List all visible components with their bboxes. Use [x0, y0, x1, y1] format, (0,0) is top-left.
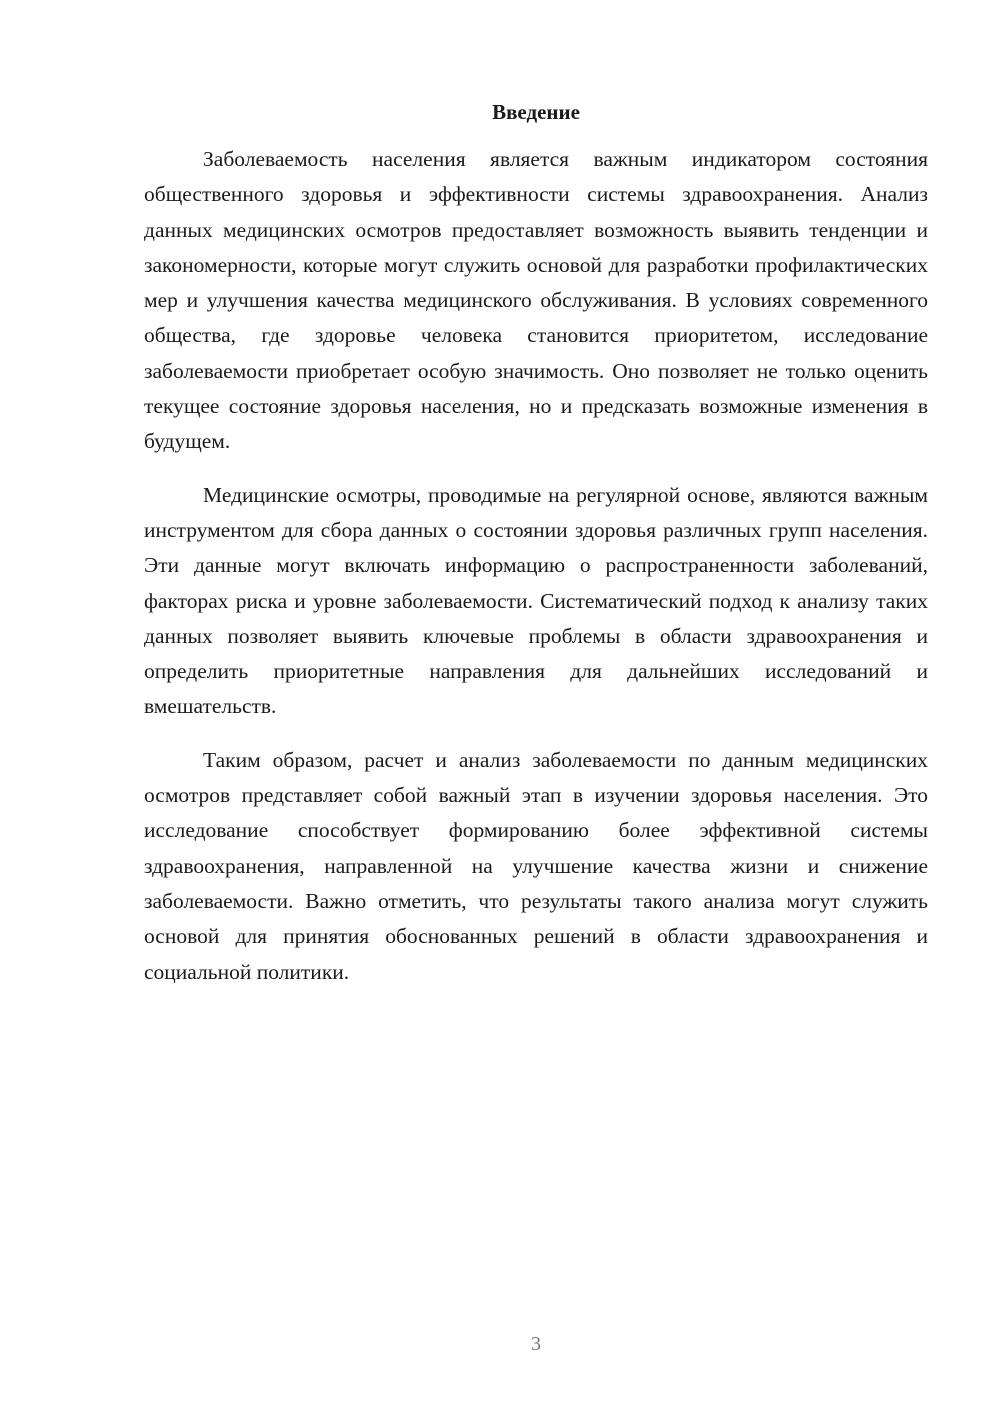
paragraph-1: Заболеваемость населения является важным индикатором состояния общественного здоровья и эффективности системы здравоохранения. Анализ данных медицинских осмотров предоставляет возможность выявить тенденции и закономерности, которые могут служить основой для разработки профилактических мер и улучшения качества медицинского обслуживания. В условиях современного общества, где здоровье человека становится приоритетом, исследование заболеваемости приобретает особую значимость. Оно позволяет не только оценить текущее состояние здоровья населения, но и предсказать возможные изменения в будущем.: [144, 147, 928, 454]
body-text: [144, 142, 928, 1008]
page-number: 3: [531, 1333, 541, 1355]
paragraph-3: Таким образом, расчет и анализ заболеваемости по данным медицинских осмотров представляет собой важный этап в изучении здоровья населения. Это исследование способствует формированию более эффективной системы здравоохранения, направленной на улучшение качества жизни и снижение заболеваемости. Важно отметить, что результаты такого анализа могут служить основой для принятия обоснованных решений в области здравоохранения и социальной политики.: [144, 747, 928, 984]
paragraph-2: Медицинские осмотры, проводимые на регулярной основе, являются важным инструментом для сбора данных о состоянии здоровья различных групп населения. Эти данные могут включать информацию о распространенности заболеваний, факторах риска и уровне заболеваемости. Систематический подход к анализу таких данных позволяет выявить ключевые проблемы в области здравоохранения и определить приоритетные направления для дальнейших исследований и вмешательств.: [144, 482, 928, 719]
section-heading: Введение: [492, 100, 580, 124]
